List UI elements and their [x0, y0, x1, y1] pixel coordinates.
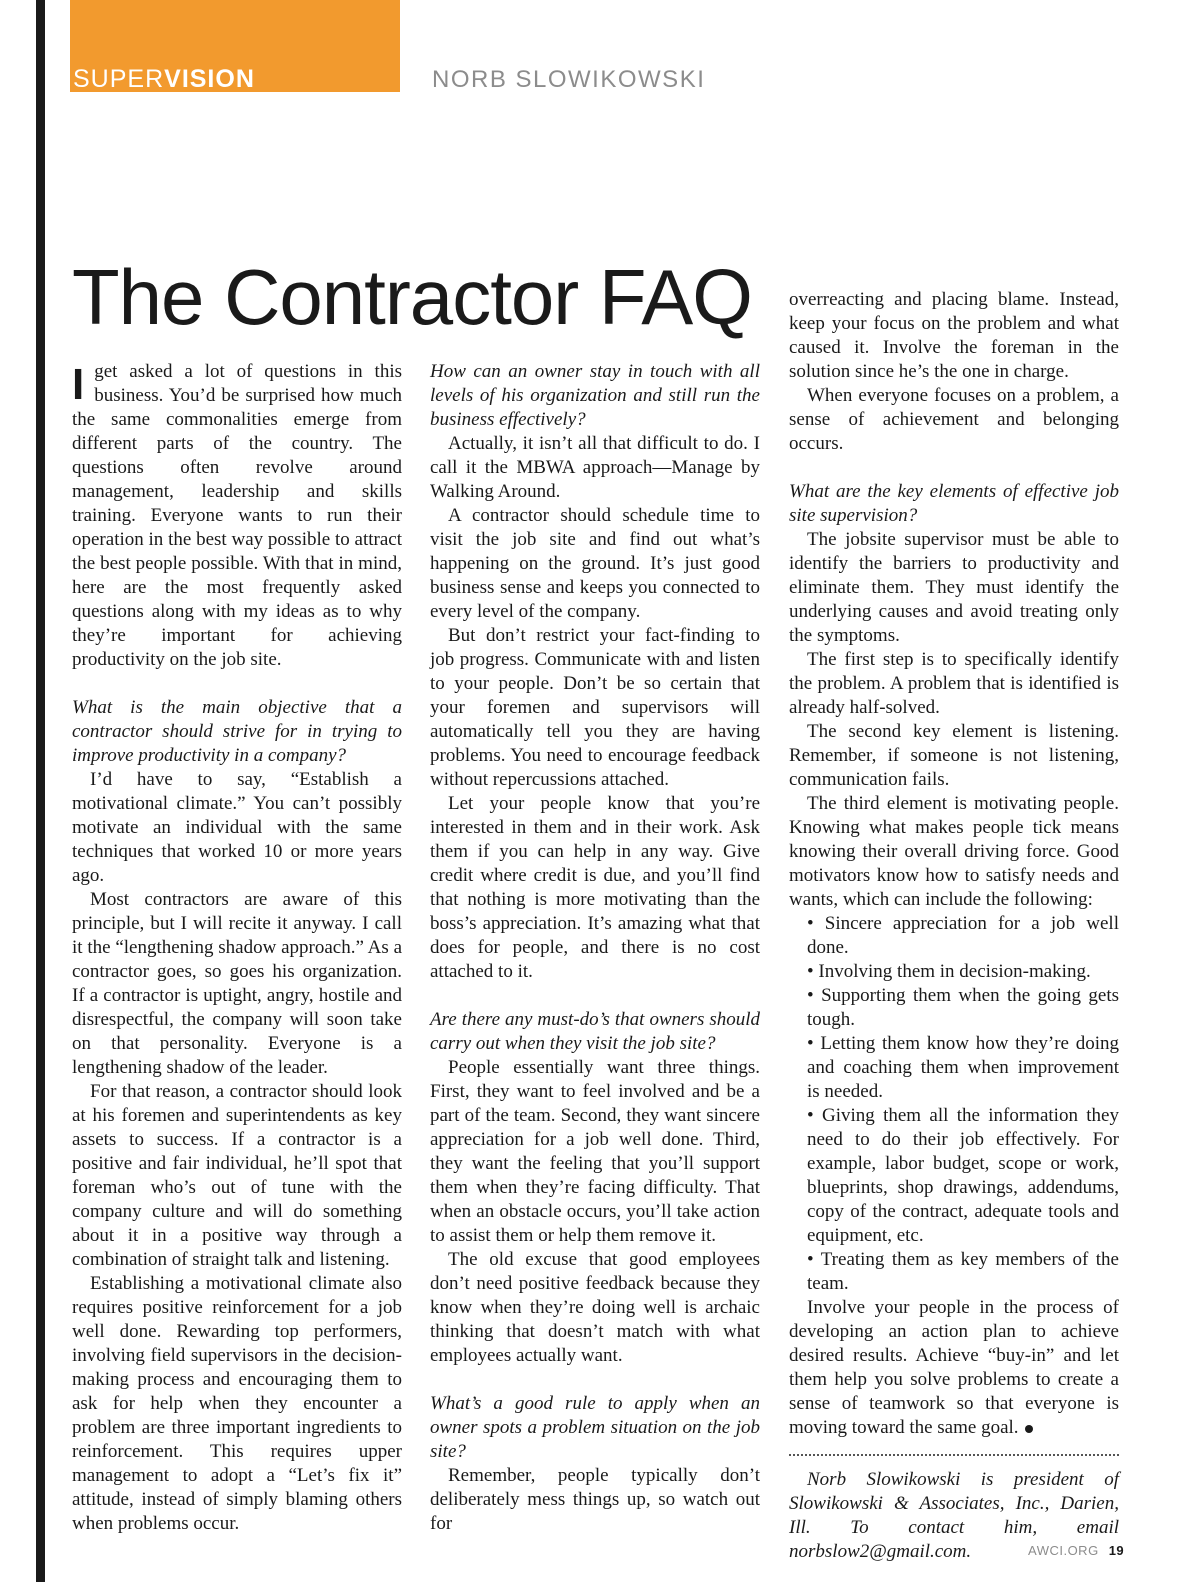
answer-1-paragraph-3: For that reason, a contractor should look at his foremen and superintendents as key assets to success. If a contractor is a positive and fair individual, he’ll spot that foreman who’s out of tune with the company culture and will do something about it in a positive way through a combination of straight talk and listening.	[72, 1081, 402, 1270]
bullet-item: • Letting them know how they’re doing and coaching them when improvement is needed.	[807, 1033, 1119, 1102]
column-1	[72, 360, 402, 1536]
left-margin-rule	[36, 0, 45, 1582]
page-footer	[1028, 1543, 1124, 1558]
bullet-item: • Sincere appreciation for a job well done.	[807, 913, 1119, 958]
closing-paragraph	[789, 1296, 1119, 1440]
article-title: The Contractor FAQ	[72, 253, 752, 341]
footer-site: AWCI.ORG	[1028, 1543, 1099, 1558]
answer-4-paragraph-2: When everyone focuses on a problem, a sense of achievement and belonging occurs.	[789, 385, 1119, 454]
intro-paragraph	[72, 360, 402, 672]
intro-text: get asked a lot of questions in this business. You’d be surprised how much the same commonalities emerge from different parts of the country. The questions often revolve around management, leadership and skills training. Everyone wants to run their operation in the best way possible to attract the best people possible. With that in mind, here are the most frequently asked questions along with my ideas as to why they’re important for achieving productivity on the job site.	[72, 361, 402, 670]
bullet-item: • Giving them all the information they need to do their job effectively. For example, labor budget, scope or work, blueprints, shop drawings, addendums, copy of the contract, adequate tools and equipment, etc.	[807, 1105, 1119, 1246]
bullet-item: • Supporting them when the going gets tough.	[807, 985, 1119, 1030]
answer-1-paragraph-4: Establishing a motivational climate also requires positive reinforcement for a job well done. Rewarding top performers, involving field supervisors in the decision-making process and encouraging them to ask for help when they encounter a problem are three important ingredients to reinforcement. This requires upper management to adopt a “Let’s fix it” attitude, instead of simply blaming others when problems occur.	[72, 1273, 402, 1534]
answer-3-paragraph-2: The old excuse that good employees don’t need positive feedback because they know when they’re doing well is archaic thinking that doesn’t match with what employees actually want.	[430, 1249, 760, 1366]
answer-1-paragraph-2: Most contractors are aware of this principle, but I will recite it anyway. I call it the “lengthening shadow approach.” As a contractor goes, so goes his organization. If a contractor is uptight, angry, hostile and disrespectful, the company will soon take on that personality. Everyone is a lengthening shadow of the leader.	[72, 889, 402, 1078]
answer-2-paragraph-3: But don’t restrict your fact-finding to job progress. Communicate with and listen to your people. Don’t be so certain that your foremen and supervisors will automatically tell you they are having problems. You need to encourage feedback without repercussions attached.	[430, 625, 760, 790]
question-3: Are there any must-do’s that owners should carry out when they visit the job site?	[430, 1009, 760, 1054]
answer-4-continued: overreacting and placing blame. Instead, keep your focus on the problem and what caused it. Involve the foreman in the solution since he’s the one in charge.	[789, 289, 1119, 382]
answer-2-paragraph-2: A contractor should schedule time to visit the job site and find out what’s happening on the ground. It’s just good business sense and keeps you connected to every level of the company.	[430, 505, 760, 622]
question-4: What’s a good rule to apply when an owner spots a problem situation on the job site?	[430, 1393, 760, 1462]
section-label-light: SUPER	[73, 65, 165, 93]
answer-5-paragraph-3: The second key element is listening. Remember, if someone is not listening, communication fails.	[789, 721, 1119, 790]
answer-2-paragraph-4: Let your people know that you’re interested in them and in their work. Ask them if you can help in any way. Give credit where credit is due, and you’ll find that nothing is more motivating than the boss’s appreciation. It’s amazing what that does for people, and there is no cost attached to it.	[430, 793, 760, 982]
author-bio: Norb Slowikowski is president of Slowikowski & Associates, Inc., Darien, Ill. To contact him, email norbslow2@gmail.com.	[789, 1469, 1119, 1562]
drop-cap: I	[72, 360, 85, 409]
bullet-item: • Treating them as key members of the team.	[807, 1249, 1119, 1294]
end-mark-icon	[1025, 1425, 1033, 1433]
answer-1-paragraph-1: I’d have to say, “Establish a motivational climate.” You can’t possibly motivate an individual with the same techniques that worked 10 or more years ago.	[72, 769, 402, 886]
question-5: What are the key elements of effective job site supervision?	[789, 481, 1119, 526]
closing-text: Involve your people in the process of developing an action plan to achieve desired results. Achieve “buy-in” and let them help you solve problems to create a sense of teamwork so that everyone is moving toward the same goal.	[789, 1297, 1119, 1438]
bullet-item: • Involving them in decision-making.	[807, 961, 1091, 982]
column-3	[789, 288, 1119, 1564]
section-label-bold: VISION	[164, 65, 255, 93]
answer-5-paragraph-1: The jobsite supervisor must be able to identify the barriers to productivity and eliminate them. They must identify the underlying causes and avoid treating only the symptoms.	[789, 529, 1119, 646]
question-1: What is the main objective that a contractor should strive for in trying to improve productivity in a company?	[72, 697, 402, 766]
answer-3-paragraph-1: People essentially want three things. First, they want to feel involved and be a part of the team. Second, they want sincere appreciation for a job well done. Third, they want the feeling that you’ll support them when they’re facing difficulty. That when an obstacle occurs, you’ll take action to assist them or help them remove it.	[430, 1057, 760, 1246]
answer-5-paragraph-2: The first step is to specifically identify the problem. A problem that is identified is already half-solved.	[789, 649, 1119, 718]
column-2	[430, 360, 760, 1536]
answer-5-paragraph-4: The third element is motivating people. Knowing what makes people tick means knowing their overall driving force. Good motivators know how to satisfy needs and wants, which can include the following:	[789, 793, 1119, 910]
answer-4-paragraph-1: Remember, people typically don’t deliberately mess things up, so watch out for	[430, 1465, 760, 1534]
section-label	[73, 66, 255, 92]
answer-2-paragraph-1: Actually, it isn’t all that difficult to do. I call it the MBWA approach—Manage by Walking Around.	[430, 433, 760, 502]
bio-divider	[789, 1454, 1119, 1456]
page-number: 19	[1108, 1543, 1125, 1558]
author-header: NORB SLOWIKOWSKI	[432, 66, 706, 93]
question-2: How can an owner stay in touch with all levels of his organization and still run the business effectively?	[430, 361, 760, 430]
